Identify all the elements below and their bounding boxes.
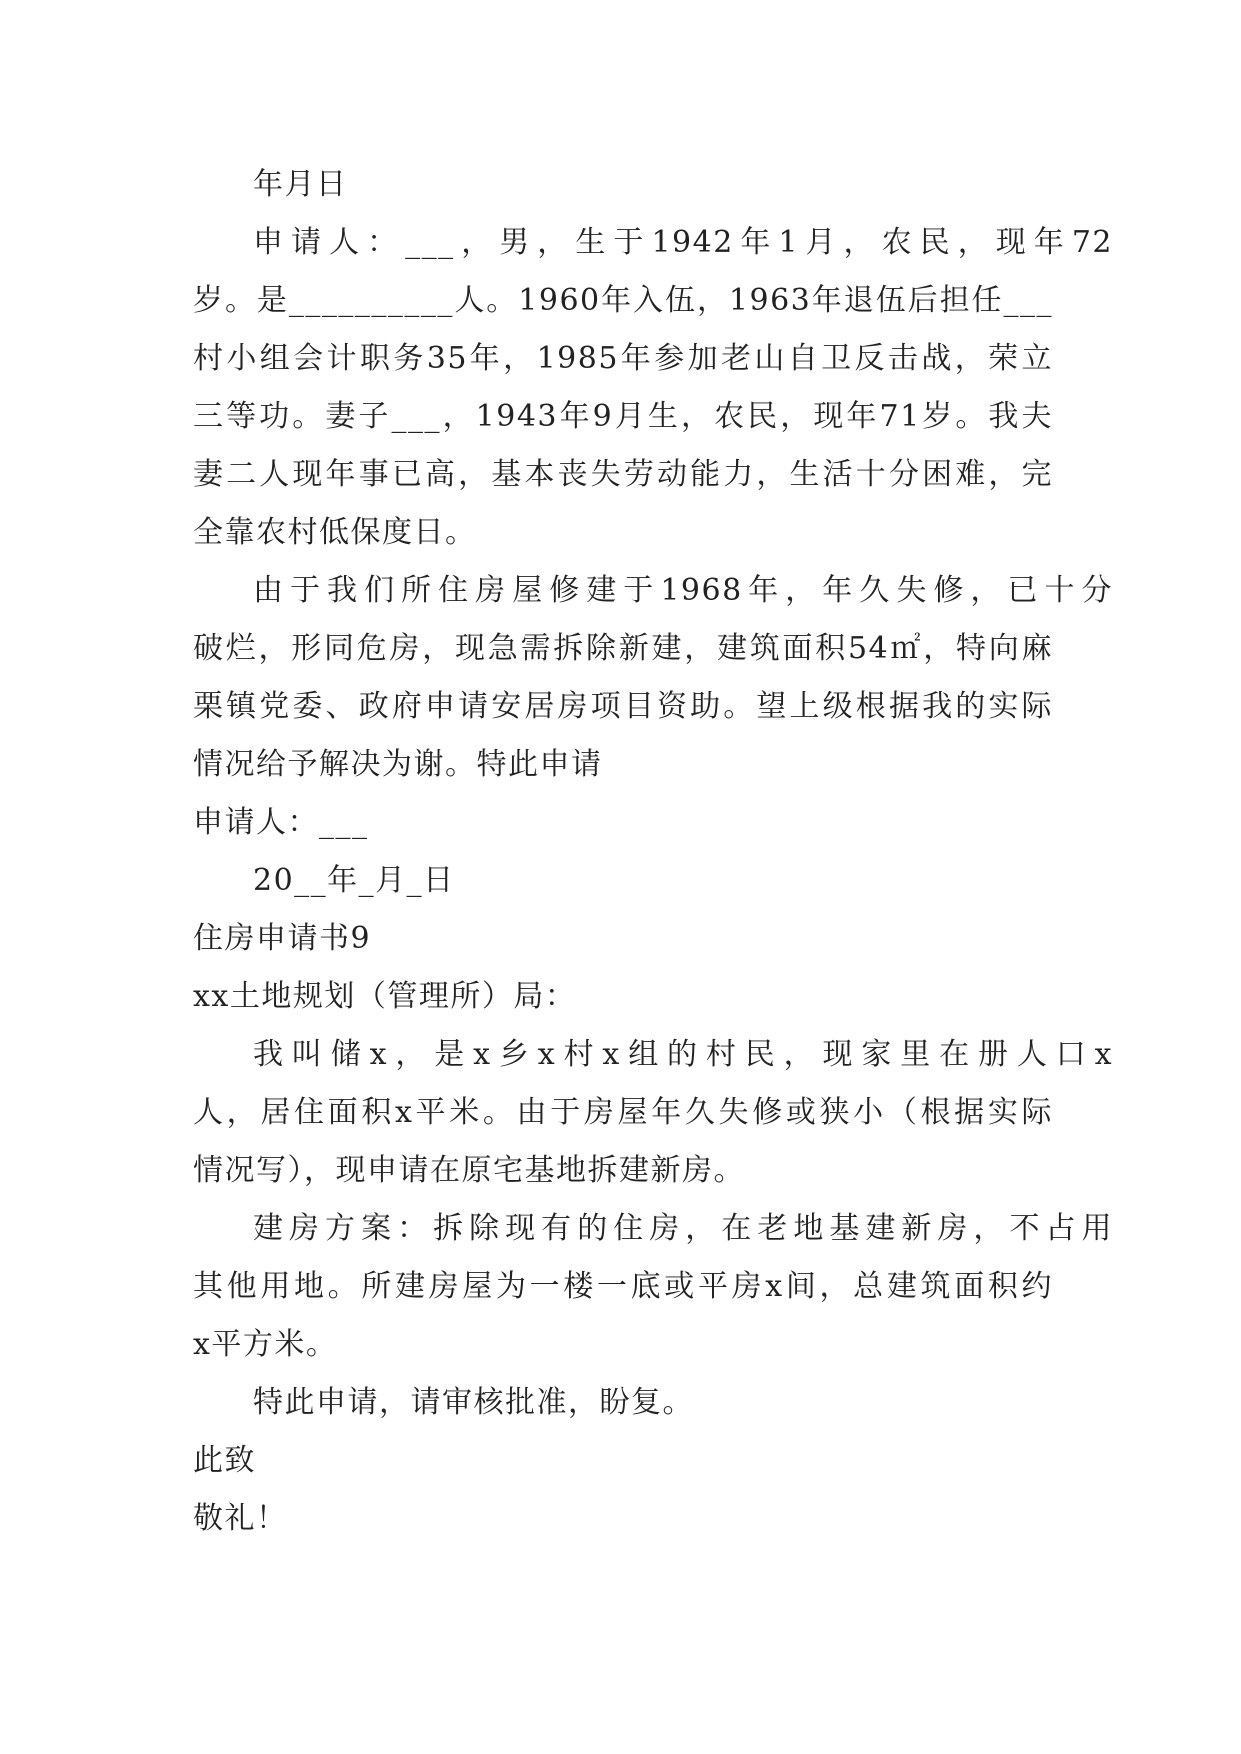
paragraph-line: 人，居住面积x平米。由于房屋年久失修或狭小（根据实际 (193, 1095, 1053, 1130)
paragraph-line: 栗镇党委、政府申请安居房项目资助。望上级根据我的实际 (193, 689, 1053, 724)
section-title: 住房申请书9 (193, 921, 372, 956)
paragraph-line: 全靠农村低保度日。 (193, 515, 477, 550)
closing-line: 敬礼！ (193, 1501, 288, 1536)
date-line: 年月日 (253, 167, 348, 202)
paragraph-line: 三等功。妻子___，1943年9月生，农民，现年71岁。我夫 (193, 399, 1053, 434)
paragraph-line: 特此申请，请审核批准，盼复。 (253, 1385, 694, 1420)
paragraph-line: 情况写），现申请在原宅基地拆建新房。 (193, 1153, 745, 1188)
paragraph-line: 村小组会计职务35年，1985年参加老山自卫反击战，荣立 (193, 341, 1053, 376)
paragraph-line: x平方米。 (193, 1327, 338, 1362)
paragraph-line: 申请人：___，男，生于1942年1月，农民，现年72 (253, 225, 1113, 260)
paragraph-line: 破烂，形同危房，现急需拆除新建，建筑面积54㎡，特向麻 (193, 631, 1053, 666)
salutation-line: xx土地规划（管理所）局： (193, 979, 577, 1014)
paragraph-line: 其他用地。所建房屋为一楼一底或平房x间，总建筑面积约 (193, 1269, 1053, 1304)
paragraph-line: 情况给予解决为谢。特此申请 (193, 747, 603, 782)
paragraph-line: 妻二人现年事已高，基本丧失劳动能力，生活十分困难，完 (193, 457, 1053, 492)
paragraph-line: 建房方案：拆除现有的住房，在老地基建新房，不占用 (253, 1211, 1113, 1246)
paragraph-line: 我叫储x，是x乡x村x组的村民，现家里在册人口x (253, 1037, 1113, 1072)
closing-line: 此致 (193, 1443, 256, 1478)
paragraph-line: 岁。是__________人。1960年入伍，1963年退伍后担任___ (193, 283, 1053, 318)
date-line: 20__年_月_日 (253, 863, 455, 898)
paragraph-line: 由于我们所住房屋修建于1968年，年久失修，已十分 (253, 573, 1113, 608)
signature-line: 申请人：___ (193, 805, 369, 840)
